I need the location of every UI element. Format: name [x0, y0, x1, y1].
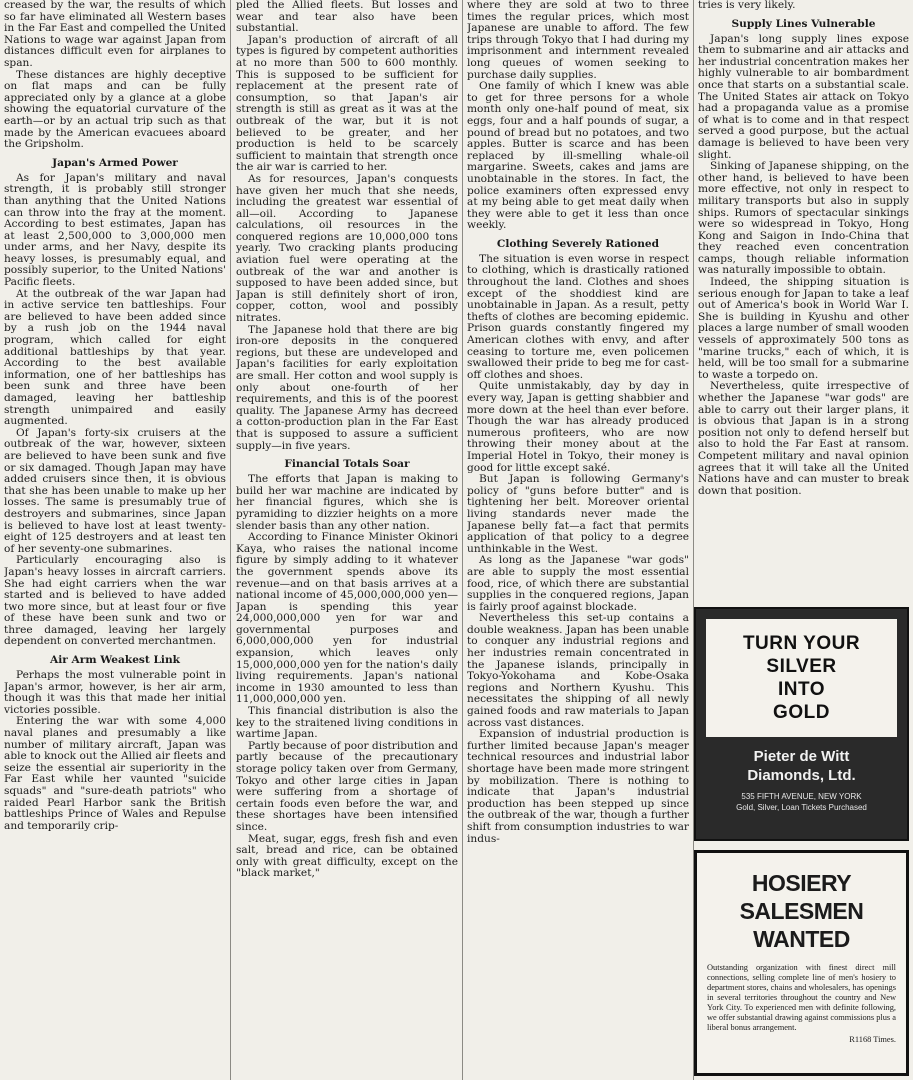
paragraph: Japan's production of aircraft of all types is figured by competent authorities at no more than 500 to 600 monthly. This is supposed to be sufficient for replacement at the present rate of consumption, so that Japan's air strength is still as great as it was at the outbreak of the war, but it is not believed to be greater, and her production is held to be scarcely sufficient to maintain that strength once the air war is carried to her.: [236, 33, 458, 174]
paragraph: These distances are highly deceptive on flat maps and can be fully appreciated only by a glance at a globe showing the equatorial curvature of the earth—or by an actual trip such as that made by the American evacuees aboard the Gripsholm.: [4, 68, 226, 151]
ad-headline-line: HOSIERY SALESMEN: [739, 870, 864, 924]
ad-company-name: [696, 747, 907, 785]
ad-name-line: Pieter de Witt: [753, 748, 850, 765]
paragraph: Entering the war with some 4,000 naval planes and presumably a like number of military aircraft, Japan was able to knock out the Allied air fleets and seize the essential air superiority in the Far East while her vaunted "suicide squads" and "sure-death patriots" who raided Pearl Harbor sank the British battleships Prince of Wales and Repulse and temporarily crip-: [4, 715, 226, 832]
ad-name-line: Diamonds, Ltd.: [747, 767, 856, 784]
paragraph: As long as the Japanese "war gods" are able to supply the most essential food, rice, of which there are substantial supplies in the conquered regions, Japan is fairly proof against blockade.: [467, 554, 689, 613]
paragraph: The efforts that Japan is making to build her war machine are indicated by her financial figures, which she is pyramiding to dizzier heights on a more slender basis than any other nation.: [236, 473, 458, 532]
column-4: [698, 0, 909, 600]
paragraph: Japan's long supply lines expose them to submarine and air attacks and her industrial concentration makes her highly vulnerable to air bombardment once that starts on a substantial scale. The United States air attack on Tokyo had a propaganda value as a promise of what is to come and in that respect served a good purpose, but the actual damage is believed to have been very slight.: [698, 32, 909, 161]
paragraph: Nevertheless, quite irrespective of whether the Japanese "war gods" are able to carry out their larger plans, it is obvious that Japan is in a strong position not only to defend herself but also to hold the Far East at ransom. Competent military and naval opinion agrees that it will take all the United Nations have and can muster to break down that position.: [698, 380, 909, 497]
paragraph: As for Japan's military and naval strength, it is probably still stronger than anything that the United Nations can throw into the fray at the moment. According to best estimates, Japan has at least 2,500,000 to 3,000,000 men under arms, and her Navy, despite its heavy losses, is presumably equal, and possibly superior, to the United Nations' Pacific fleets.: [4, 171, 226, 289]
paragraph: Sinking of Japanese shipping, on the other hand, is believed to have been more effective, not only in respect to military transports but also in supply ships. Rumors of spectacular sinkings were so widespread in Tokyo, Hong Kong and Saigon in Indo-China that they reached even concentration camps, though reliable information was naturally impossible to obtain.: [698, 160, 909, 277]
subheading-financial: Financial Totals Soar: [284, 458, 410, 471]
hosiery-advertisement: [694, 850, 909, 1076]
paragraph: Indeed, the shipping situation is serious enough for Japan to take a leaf out of America's book in World War I. She is building in Kyushu and other places a large number of small wooden vessels of approximately 500 tons as "marine trucks," each of which, it is held, will be too small for a submarine to waste a torpedo on.: [698, 276, 909, 381]
subheading-armed-power: Japan's Armed Power: [52, 156, 178, 169]
paragraph: where they are sold at two to three times the regular prices, which most Japanese are unable to afford. The few trips through Tokyo that I had during my imprisonment and internment revealed long queues of women seeking to purchase daily supplies.: [467, 0, 689, 81]
gold-advertisement: [694, 607, 909, 841]
paragraph: The Japanese hold that there are big iron-ore deposits in the conquered regions, but these are undeveloped and Japan's facilities for early exploitation are small. Her cotton and wool supply is only about one-fourth of her requirements, and this is of the poorest quality. The Japanese Army has decreed a cotton-production plan in the Far East that is supposed to assure a sufficient supply—in five years.: [236, 323, 458, 452]
ad-headline-line: SILVER: [766, 656, 837, 677]
subheading-clothing: Clothing Severely Rationed: [496, 237, 660, 250]
ad-headline-line: WANTED: [753, 926, 850, 952]
paragraph: Expansion of industrial production is further limited because Japan's meager technical resources and industrial labor shortage have been made more stringent by mobilization. There is nothing to indicate that Japan's industrial production has been stepped up since the outbreak of the war, though a further shift from consumption industries to war indus-: [467, 728, 689, 845]
paragraph: This financial distribution is also the key to the straitened living conditions in wartime Japan.: [236, 705, 458, 741]
paragraph: Of Japan's forty-six cruisers at the outbreak of the war, however, sixteen are believed to have been sunk and five or six damaged. Though Japan may have added cruisers since then, it is obvious that she has been unable to make up her losses. The same is presumably true of destroyers and submarines, since Japan is believed to have lost at least twenty-eight of 125 destroyers and at least ten of her seventy-one submarines.: [4, 426, 226, 555]
paragraph: The situation is even worse in respect to clothing, which is drastically rationed throughout the land. Clothes and shoes except of the shoddiest kind are unobtainable in Japan. As a result, petty thefts of clothes are becoming epidemic. Prison guards constantly fingered my American clothes with envy, and after ceasing to torture me, even policemen swallowed their pride to beg me for cast-off clothes and shoes.: [467, 252, 689, 381]
paragraph: Perhaps the most vulnerable point in Japan's armor, however, is her air arm, though it was this that made her initial victories possible.: [4, 669, 226, 716]
column-rule: [230, 0, 231, 1080]
paragraph: pled the Allied fleets. But losses and wear and tear also have been substantial.: [236, 0, 458, 35]
paragraph: Partly because of poor distribution and partly because of the precautionary storage policy taken over from Germany, Tokyo and other large cities in Japan were suffering from a shortage of certain foods even before the war, and these shortages have been intensified since.: [236, 739, 458, 833]
paragraph: According to Finance Minister Okinori Kaya, who raises the national income figure by simply adding to it whatever the government spends above its revenue—and on that basis arrives at a national income of 45,000,000,000 yen—Japan is spending this year 24,000,000,000 yen for war and governmental purposes and 6,000,000,000 yen for industrial expansion, which leaves only 15,000,000,000 yen for the nation's daily living requirements. Japan's national income in 1930 amounted to less than 11,000,000,000 yen.: [236, 531, 458, 706]
ad-address-line: 535 FIFTH AVENUE, NEW YORK: [741, 792, 862, 801]
column-3: [467, 0, 689, 1080]
paragraph: Meat, sugar, eggs, fresh fish and even salt, bread and rice, can be obtained only with great difficulty, except on the "black market,": [236, 832, 458, 880]
column-rule: [462, 0, 463, 1080]
paragraph: Quite unmistakably, day by day in every way, Japan is getting shabbier and more down at the heel than ever before. Though the war has already produced numerous profiteers, who are now throwing their money about at the Imperial Hotel in Tokyo, their money is good for little except saké.: [467, 380, 689, 474]
ad-headline-line: TURN YOUR: [742, 633, 861, 654]
ad-body: Outstanding organization with finest direct mill connections, selling complete line of men's hosiery to department stores, chains and wholesalers, has openings in several territories throughout the country and New York City. To experienced men with definite following, we offer substantial drawing against commissions plus a liberal bonus arrangement.: [707, 963, 896, 1032]
paragraph: Nevertheless this set-up contains a double weakness. Japan has been unable to conquer any industrial regions and her industries remain concentrated in the Japanese islands, principally in Tokyo-Yokohama and Kobe-Osaka regions and Northern Kyushu. This necessitates the shipping of all newly gained foods and raw materials to Japan across vast distances.: [467, 612, 689, 729]
column-1: [4, 0, 226, 1080]
column-2: [236, 0, 458, 1080]
paragraph: But Japan is following Germany's policy of "guns before butter" and is tightening her belt. Moreover oriental living standards never made the Japanese belly fat—a fact that permits application of that policy to a degree unthinkable in the West.: [467, 473, 689, 555]
paragraph: creased by the war, the results of which so far have eliminated all Western bases in the Far East and compelled the United Nations to wage war against Japan from distances difficult even for airplanes to span.: [4, 0, 226, 69]
ad-address: [696, 791, 907, 813]
ad-tagline: Gold, Silver, Loan Tickets Purchased: [736, 803, 867, 812]
paragraph: One family of which I knew was able to get for three persons for a whole month only one-half pound of meat, six eggs, four and a half pounds of sugar, a pound of bread but no potatoes, and two apples. Butter is scarce and has been replaced by ill-smelling whale-oil margarine. Sweets, cakes and jams are unobtainable in the stores. In fact, the police examiners often expressed envy at my being able to get meat daily when they were able to get it less than once weekly.: [467, 80, 689, 232]
ad-headline-line: GOLD: [773, 702, 830, 723]
ad-headline-line: INTO: [777, 679, 826, 700]
paragraph: tries is very likely.: [698, 0, 796, 11]
paragraph: At the outbreak of the war Japan had in active service ten battleships. Four are believed to have been added since by a rush job on the 1944 naval program, which called for eight additional battleships by that year. According to the best available information, one of her battleships has been sunk and three have been damaged, leaving her battleship strength unimpaired and easily augmented.: [4, 287, 226, 428]
paragraph: Particularly encouraging also is Japan's heavy losses in aircraft carriers. She had eight carriers when the war started and is believed to have added two more since, but at least four or five of these have been sunk and two or three damaged, leaving her largely dependent on converted merchantmen.: [4, 554, 226, 648]
ad-reference: R1168 Times.: [849, 1035, 896, 1044]
ad-headline: [697, 869, 906, 953]
subheading-air-arm: Air Arm Weakest Link: [50, 654, 180, 667]
ad-headline-box: [706, 619, 897, 737]
paragraph: As for resources, Japan's conquests have given her much that she needs, including the greatest war essential of all—oil. According to Japanese calculations, oil resources in the conquered regions are 10,000,000 tons yearly. Two cracking plants producing aviation fuel were operating at the outbreak of the war and another is supposed to have been added since, but Japan is still definitely short of iron, copper, cotton, wool and possibly nitrates.: [236, 172, 458, 325]
subheading-supply-lines: Supply Lines Vulnerable: [731, 17, 876, 30]
